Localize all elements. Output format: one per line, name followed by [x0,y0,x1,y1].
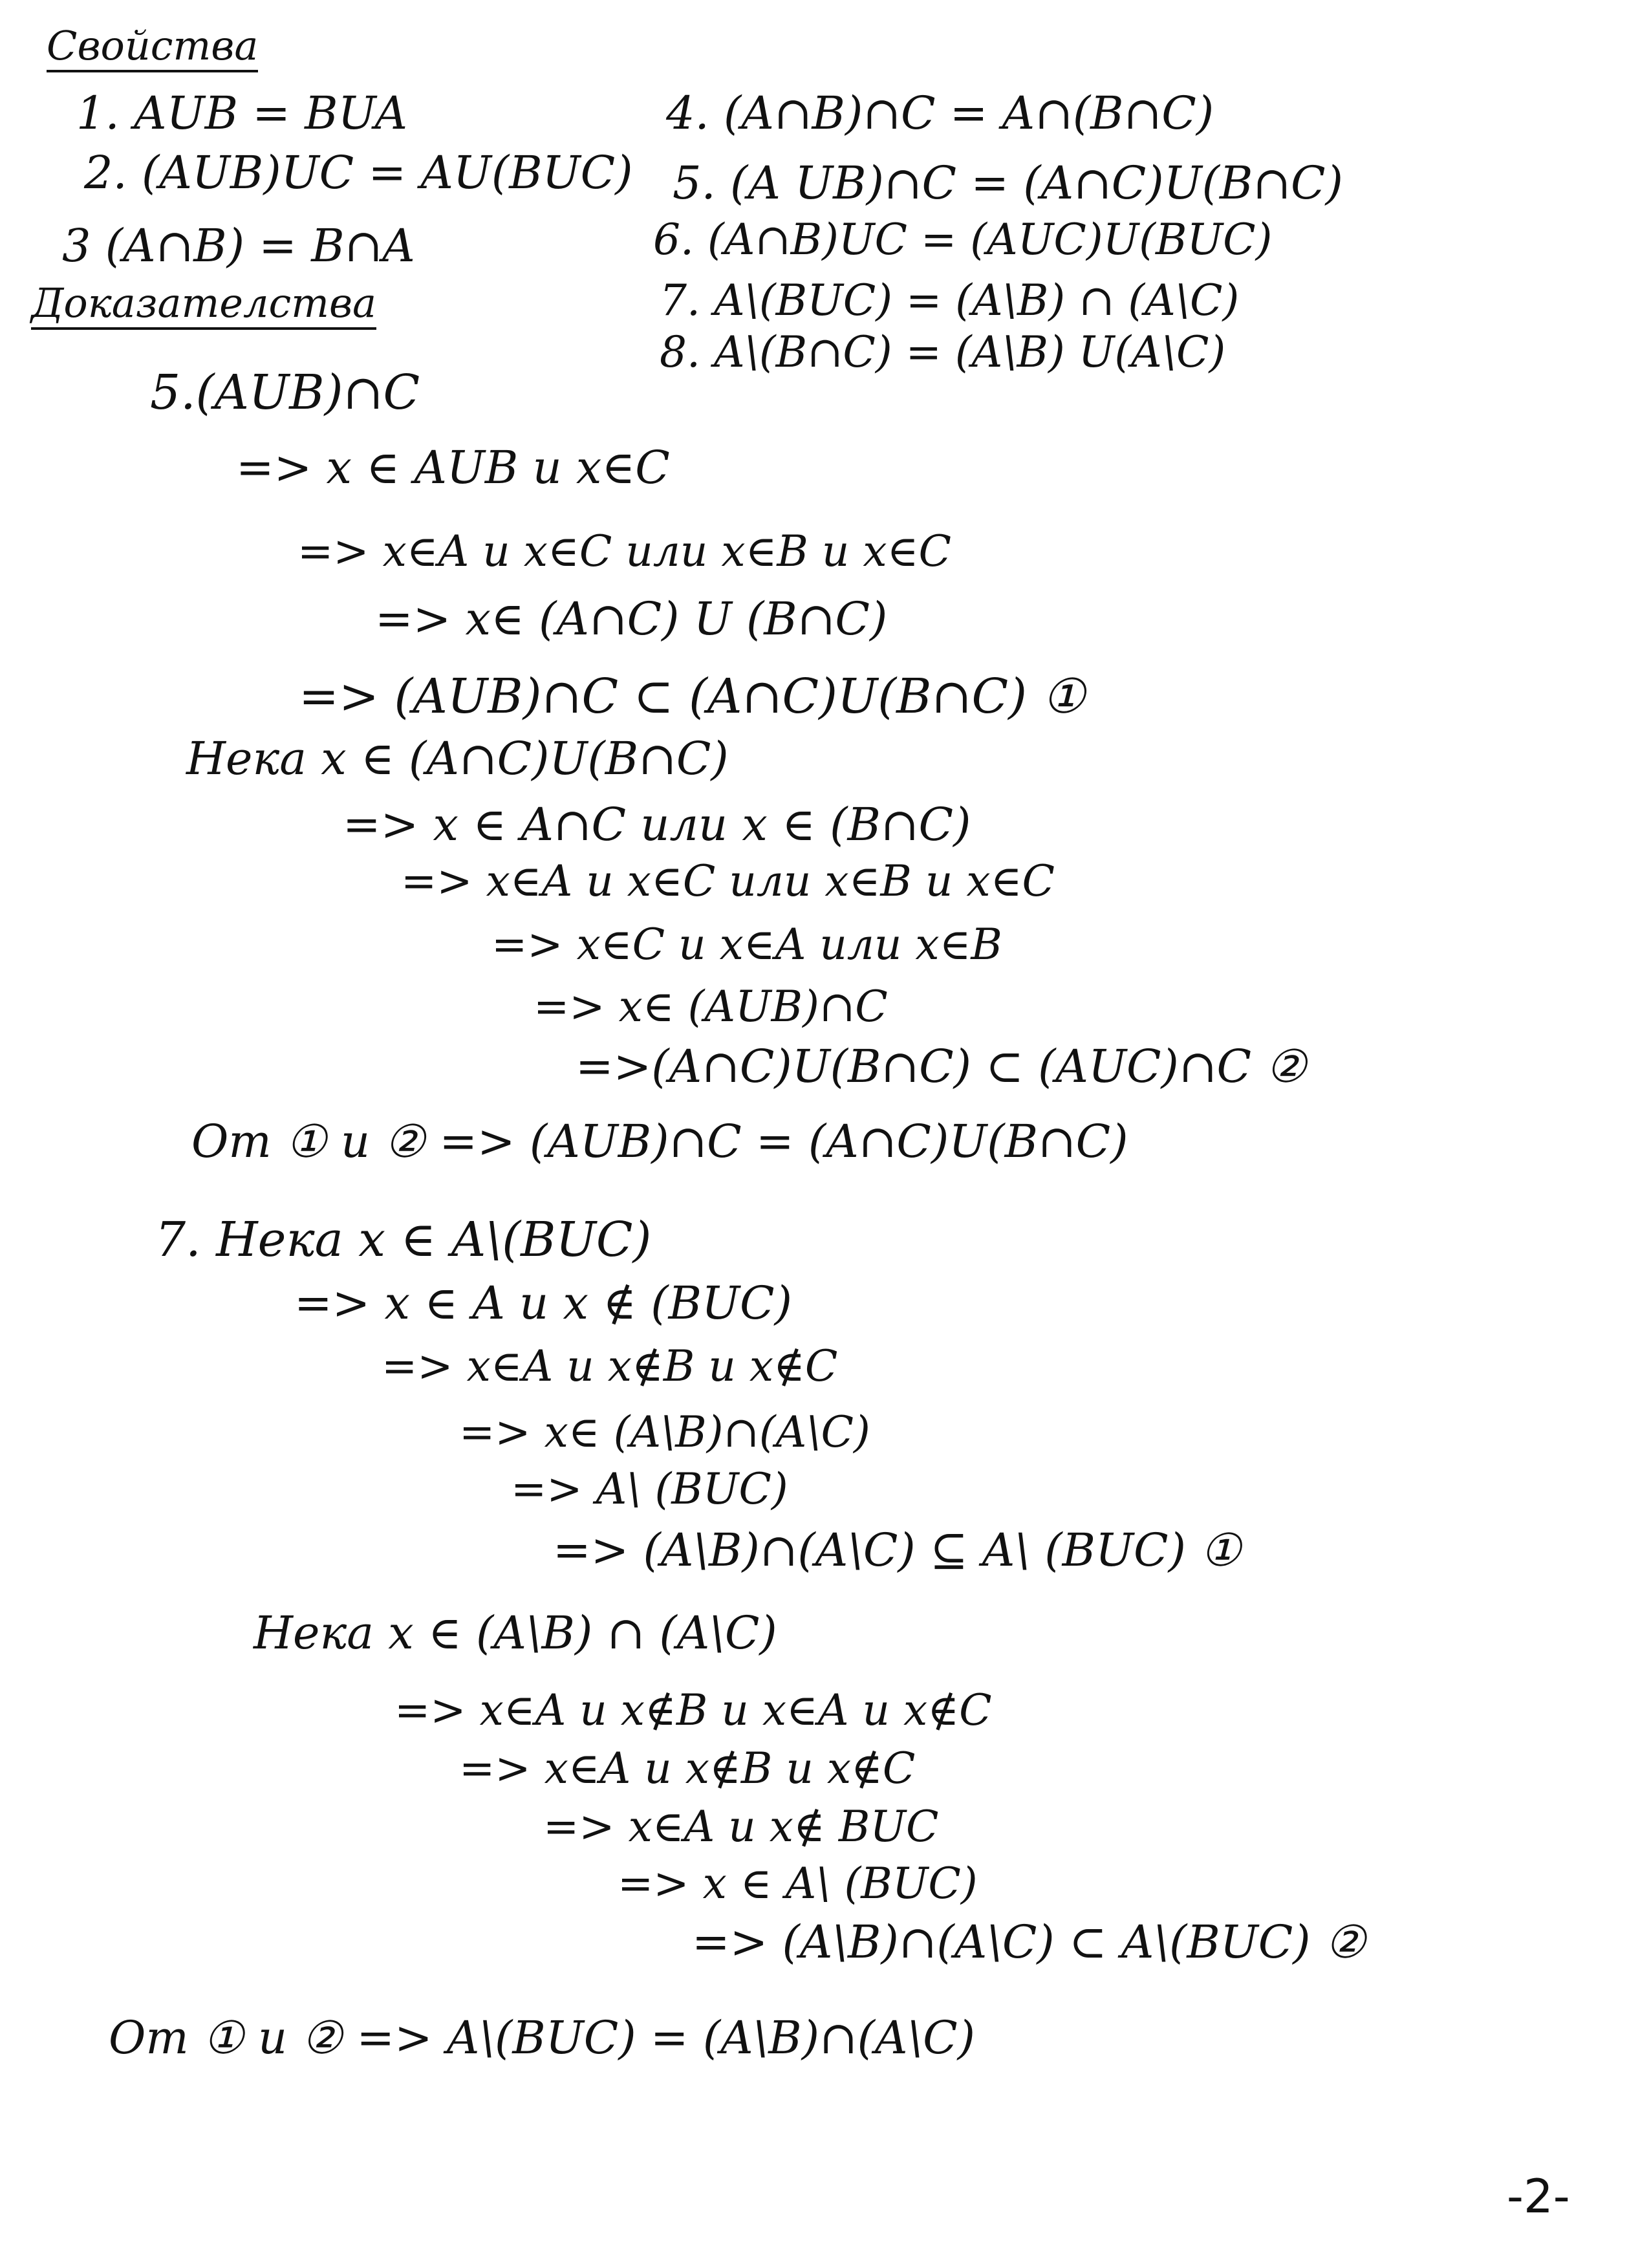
heading-properties: Свойства [47,26,258,72]
proof5-line-11: =>(A∩C)U(B∩C) ⊂ (AUC)∩C ② [576,1040,1307,1093]
proof5-line-7: => x ∈ A∩C или x ∈ (B∩C) [343,798,971,851]
property-5: 5. (A UB)∩C = (A∩C)U(B∩C) [673,157,1343,210]
proof7-line-3: => x∈A и x∉B и x∉C [382,1341,838,1391]
property-8: 8. A\(B∩C) = (A\B) U(A\C) [660,327,1226,377]
proof5-line-3: => x∈A и x∈C или x∈B и x∈C [297,526,951,576]
property-6: 6. (A∩B)UC = (AUC)U(BUC) [653,215,1273,265]
property-3: 3 (A∩B) = B∩A [62,219,415,272]
proof5-conclusion: От ① и ② => (AUB)∩C = (A∩C)U(B∩C) [191,1115,1128,1168]
proof7-line-11: => x ∈ A\ (BUC) [618,1859,978,1908]
proof5-line-8: => x∈A и x∈C или x∈B и x∈C [401,856,1055,906]
proof5-line-5: => (AUB)∩C ⊂ (A∩C)U(B∩C) ① [299,669,1085,724]
proof5-line-9: => x∈C и x∈A или x∈B [491,920,1002,969]
proof5-line-10: => x∈ (AUB)∩C [534,982,888,1031]
proof5-line-6: Нека x ∈ (A∩C)U(B∩C) [186,732,729,785]
proof7-line-9: => x∈A и x∉B и x∉C [459,1744,916,1793]
property-1: 1. AUB = BUA [76,87,408,140]
proof7-line-7: Нека x ∈ (A\B) ∩ (A\C) [253,1606,777,1659]
proof7-line-1: 7. Нека x ∈ A\(BUC) [155,1212,652,1268]
heading-proofs: Доказателства [31,283,376,330]
proof7-line-2: => x ∈ A и x ∉ (BUC) [294,1277,792,1330]
proof7-line-5: => A\ (BUC) [511,1464,788,1514]
proof7-line-8: => x∈A и x∉B и x∈A и x∉C [394,1685,992,1735]
property-4: 4. (A∩B)∩C = A∩(B∩C) [666,87,1214,140]
property-2: 2. (AUB)UC = AU(BUC) [84,146,633,199]
proof7-line-4: => x∈ (A\B)∩(A\C) [459,1407,870,1457]
proof5-line-4: => x∈ (A∩C) U (B∩C) [375,592,888,645]
proof7-line-6: => (A\B)∩(A\C) ⊆ A\ (BUC) ① [553,1524,1241,1577]
proof5-line-1: 5.(AUB)∩C [150,365,420,420]
page-number: -2- [1507,2169,1570,2223]
proof7-conclusion: От ① и ② => A\(BUC) = (A\B)∩(A\C) [109,2011,975,2064]
proof5-line-2: => x ∈ AUB и x∈C [236,441,670,494]
proof7-line-12: => (A\B)∩(A\C) ⊂ A\(BUC) ② [692,1916,1366,1969]
property-7: 7. A\(BUC) = (A\B) ∩ (A\C) [660,275,1240,325]
proof7-line-10: => x∈A и x∉ BUC [543,1802,939,1852]
